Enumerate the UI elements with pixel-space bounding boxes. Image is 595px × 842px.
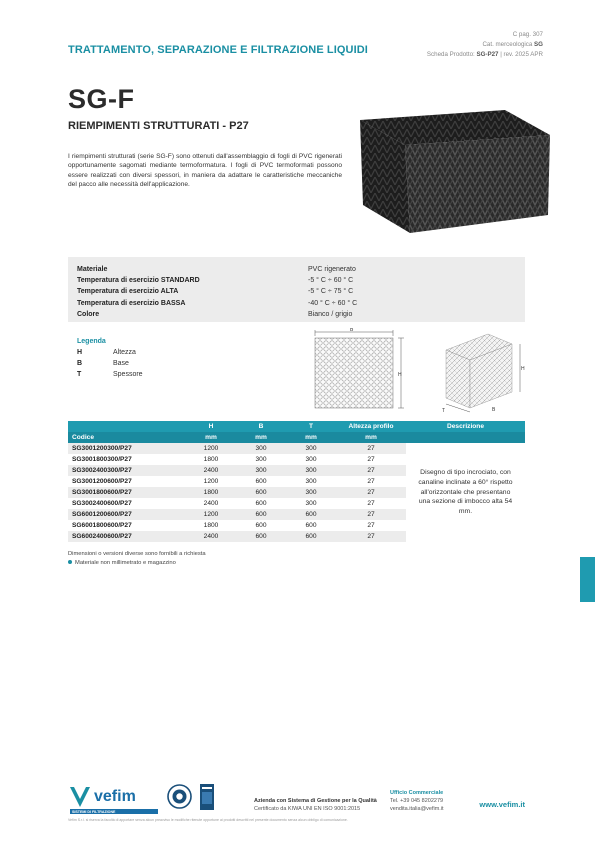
table-row: SG3002400300/P27 2400 300 300 27	[68, 465, 525, 476]
table-row: SG6001800600/P27 1800 600 600 27	[68, 520, 525, 531]
spec-value: Bianco / grigio	[308, 310, 353, 318]
section-title: TRATTAMENTO, SEPARAZIONE E FILTRAZIONE LIQUIDI	[68, 44, 368, 56]
table-row: SG3001800300/P27 1800 300 300 27	[68, 454, 525, 465]
category-line: Cat. merceologica SG	[482, 41, 543, 48]
product-table	[68, 421, 525, 542]
quality-cert: Certificato da KIWA UNI EN ISO 9001:2015	[254, 806, 361, 812]
table-subheader-row: Codice mm mm mm mm	[68, 432, 525, 443]
table-notes	[68, 550, 206, 568]
company-logo	[68, 783, 160, 815]
spec-value: PVC rigenerato	[308, 266, 356, 273]
quality-title: Azienda con Sistema di Gestione per la Qualità	[254, 798, 377, 804]
legend-row: H Altezza	[77, 349, 136, 356]
spec-label: Materiale	[77, 266, 108, 273]
dim-h-label: H	[521, 366, 525, 372]
spec-label: Temperatura di esercizio BASSA	[77, 299, 186, 307]
side-view-drawing	[432, 328, 530, 414]
quality-info	[254, 797, 377, 813]
footer-fineprint: Vefim S.r.l. si riserva la facoltà di apportare senza alcun preavviso le modifiche ritenute opportune ai prodotti descritti nel presente documento senza alcun obbligo di comunicazione.	[68, 818, 348, 822]
spec-value: -5 ° C ÷ 60 ° C	[308, 277, 354, 285]
spec-labels	[77, 264, 200, 320]
specs-panel	[68, 257, 525, 322]
table-row: SG6001200600/P27 1200 600 600 27	[68, 509, 525, 520]
contact-email[interactable]: vendita.italia@vefim.it	[390, 806, 444, 812]
section-tab-marker	[580, 557, 595, 602]
company-tagline: SISTEMI DI FILTRAZIONE	[72, 810, 116, 814]
table-description: Disegno di tipo incrociato, con canaline inclinate a 60° rispetto all'orizzontale che presentano una sezione di imbocco alta 54 mm.	[406, 443, 525, 542]
dim-b-label: B	[492, 407, 496, 413]
bullet-icon	[68, 560, 72, 564]
dimensions-note: Dimensioni o versioni diverse sono fornibili a richiesta	[68, 551, 206, 557]
front-view-drawing	[305, 328, 415, 414]
legend-title: Legenda	[77, 338, 106, 345]
table-row: SG3002400600/P27 2400 600 300 27	[68, 498, 525, 509]
header-meta	[427, 30, 543, 60]
stock-note: Materiale non millimetrato e magazzino	[68, 559, 206, 568]
spec-values	[308, 264, 357, 320]
legend-row: T Spessore	[77, 371, 143, 378]
certification-badge-icon	[200, 784, 214, 810]
spec-label: Colore	[77, 310, 100, 318]
table-row: SG6002400600/P27 2400 600 600 27	[68, 531, 525, 542]
table-row: SG3001200300/P27 1200 300 300 27 Disegno di tipo incrociato, con canaline inclinate a 60° rispetto all'orizzontale che presentano una sezione di imbocco alta 54 mm.	[68, 443, 525, 454]
dim-b-label: B	[350, 328, 354, 333]
product-description: I riempimenti strutturati (serie SG-F) sono ottenuti dall'assemblaggio di fogli di PVC rigenerati opportunamente sagomati mediante termoformatura. I fogli di PVC termoformati possono essere realizzati con diversi spessori, in maniera da adattare le caratteristiche meccaniche del pacco alle necessità dell'applicazione.	[68, 153, 342, 189]
product-subtitle: RIEMPIMENTI STRUTTURATI - P27	[68, 120, 249, 132]
dim-t-label: T	[442, 408, 446, 414]
contact-phone: Tel. +39 045 8202279	[390, 798, 444, 804]
spec-value: -5 ° C ÷ 75 ° C	[308, 288, 354, 296]
table-header-row: H B T Altezza profilo Descrizione	[68, 421, 525, 432]
legend	[77, 336, 143, 380]
page-ref: C pag. 307	[512, 31, 543, 38]
contact-info	[390, 789, 444, 813]
product-photo	[355, 105, 555, 235]
contact-title: Ufficio Commerciale	[390, 790, 444, 796]
spec-label: Temperatura di esercizio ALTA	[77, 288, 179, 296]
dim-h-label: H	[398, 372, 402, 378]
spec-value: -40 ° C ÷ 60 ° C	[308, 299, 358, 307]
legend-row: B Base	[77, 360, 129, 367]
spec-label: Temperatura di esercizio STANDARD	[77, 277, 200, 285]
table-row: SG3001200600/P27 1200 600 300 27	[68, 476, 525, 487]
website-link[interactable]: www.vefim.it	[479, 800, 525, 809]
brand-name: vefim	[94, 788, 136, 805]
product-code: SG-F	[68, 84, 135, 114]
table-row: SG3001800600/P27 1800 600 300 27	[68, 487, 525, 498]
sheet-line: Scheda Prodotto: SG-P27 | rev. 2025 APR	[426, 51, 543, 58]
certification-seal-icon	[167, 784, 192, 809]
